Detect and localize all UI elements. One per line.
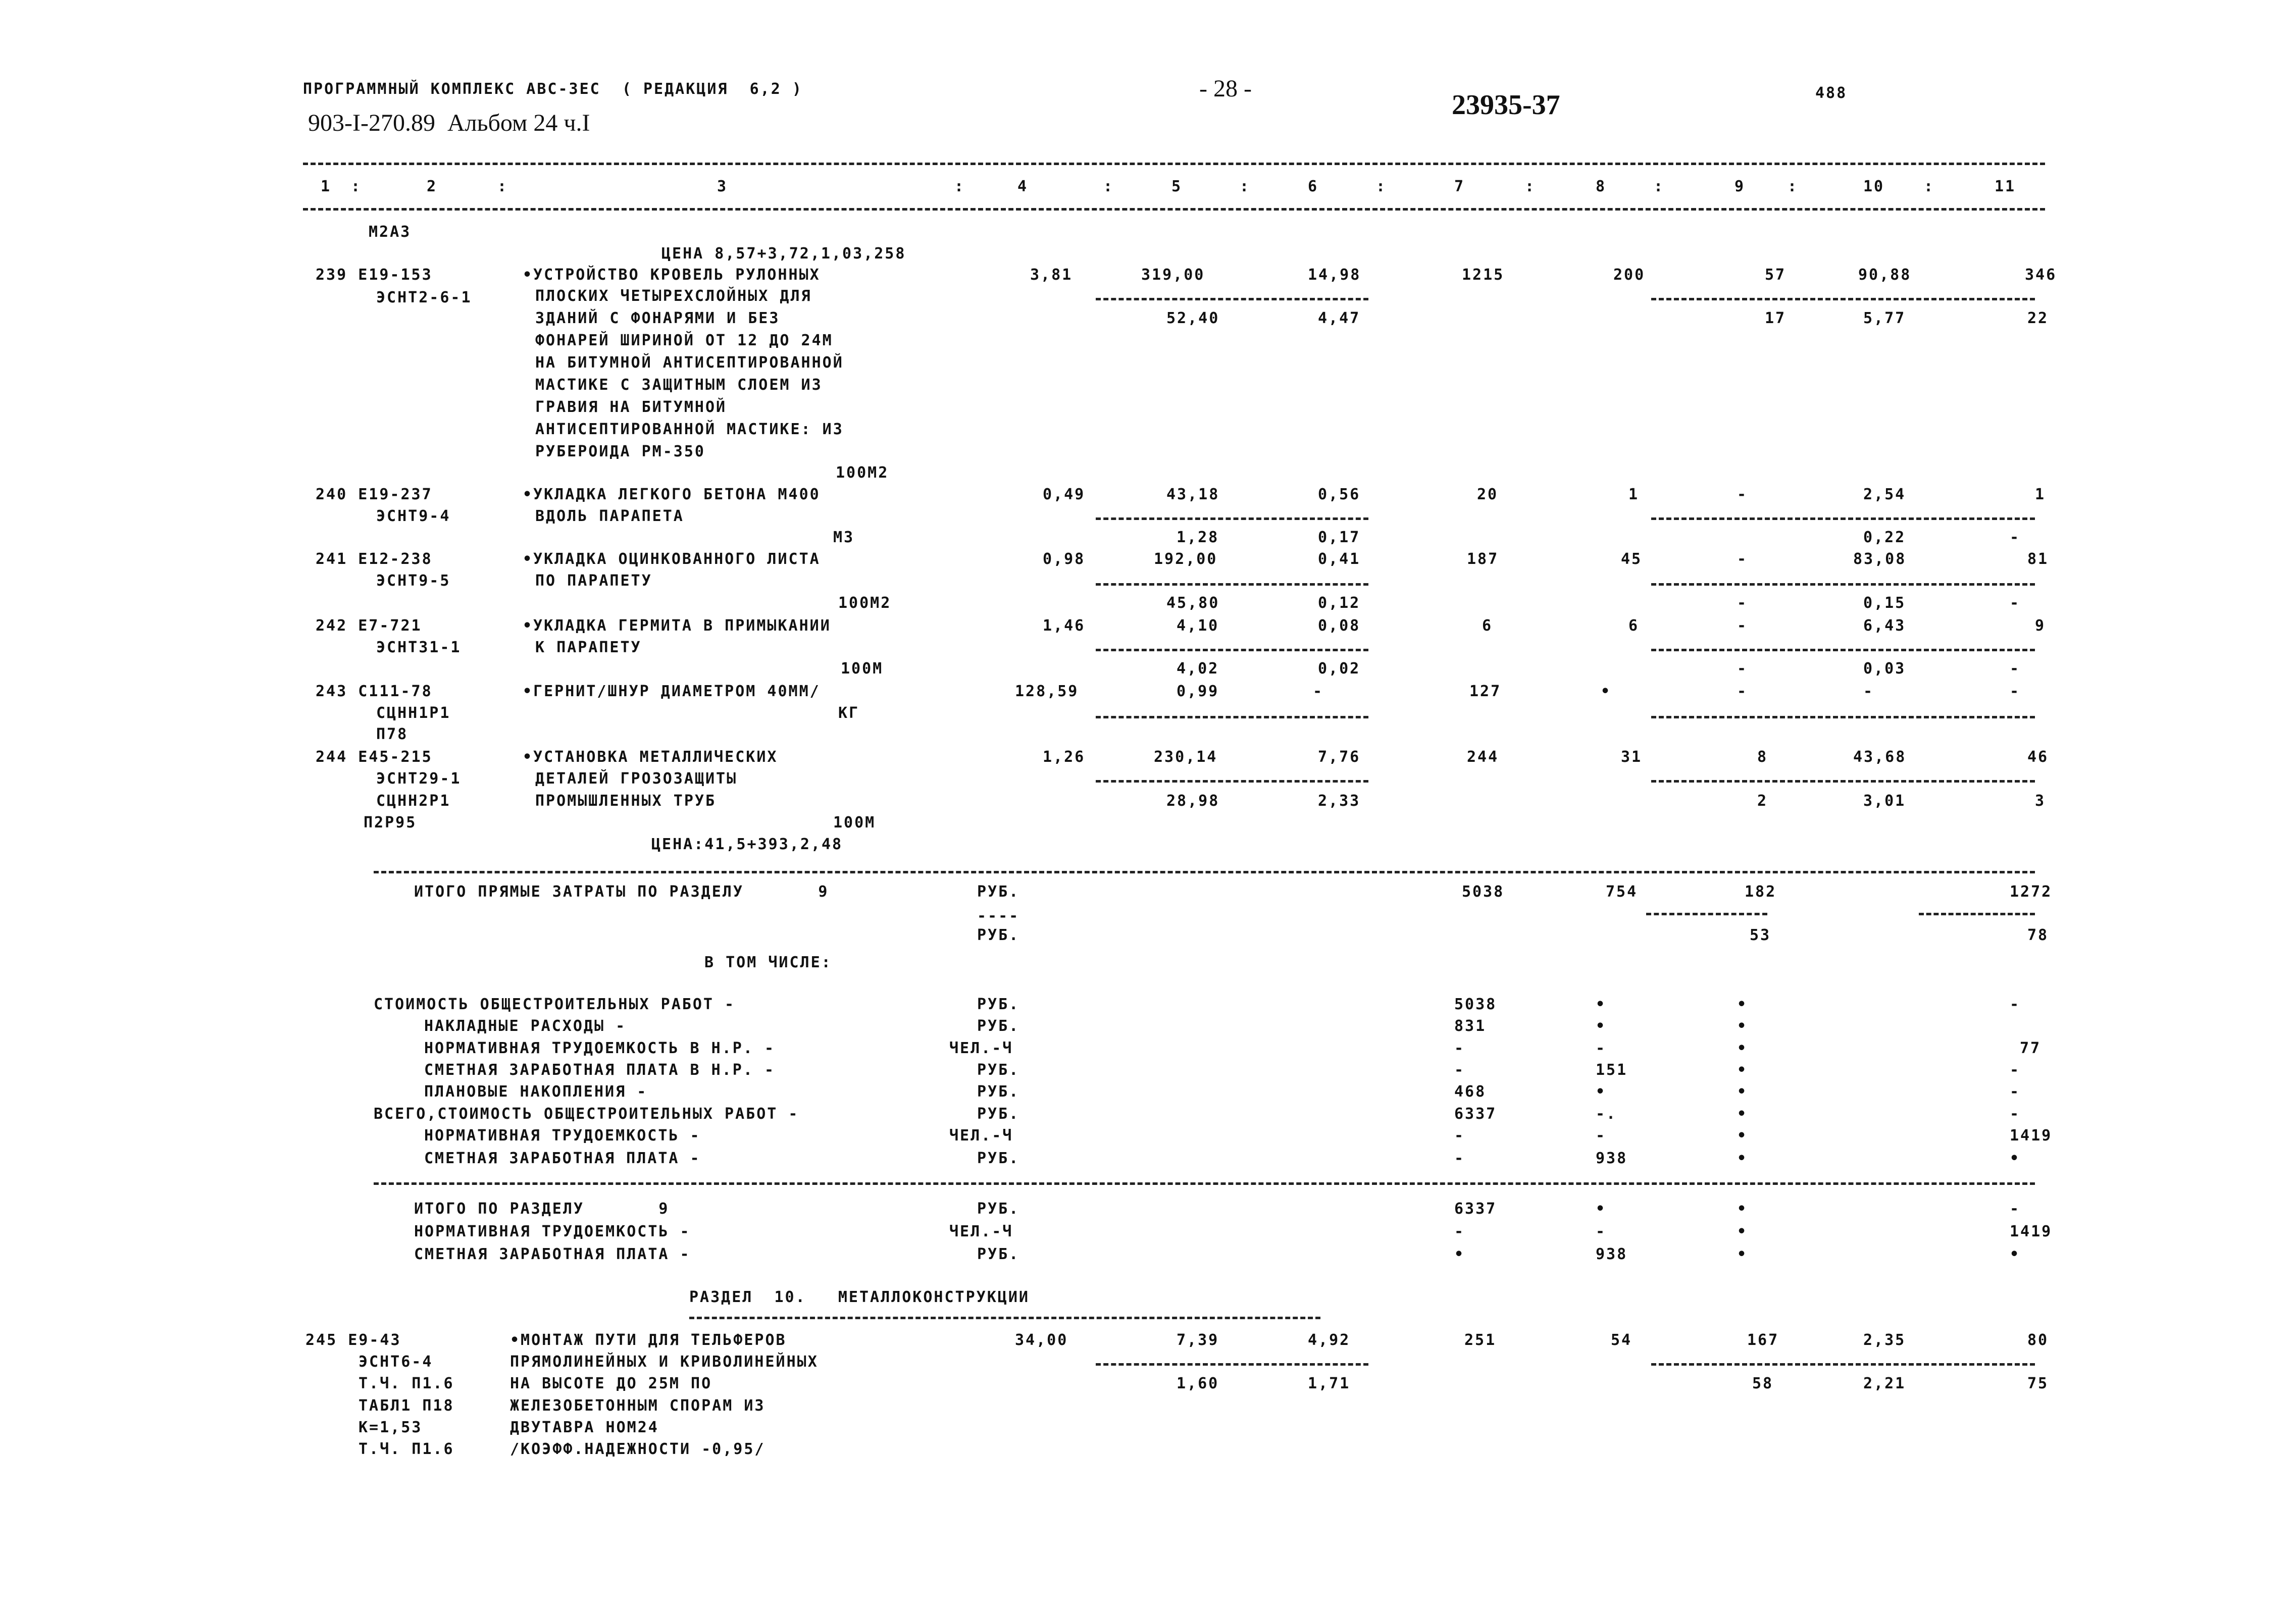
album-reference: 903-I-270.89 Альбом 24 ч.I	[308, 110, 590, 136]
table-cell: 100М2	[838, 594, 892, 612]
table-cell: -	[2010, 1061, 2021, 1079]
col-1: 1	[321, 178, 332, 195]
table-cell: •	[1737, 1200, 1748, 1218]
table-cell: СТОИМОСТЬ ОБЩЕСТРОИТЕЛЬНЫХ РАБОТ -	[374, 996, 736, 1013]
col-8: 8	[1596, 178, 1607, 195]
table-cell: 182	[1745, 883, 1777, 901]
table-cell: НА ВЫСОТЕ ДО 25М ПО	[510, 1375, 712, 1392]
table-cell: ДЕТАЛЕЙ ГРОЗОЗАЩИТЫ	[535, 770, 738, 788]
table-cell: •МОНТАЖ ПУТИ ДЛЯ ТЕЛЬФЕРОВ	[510, 1331, 787, 1349]
table-cell: ПРОМЫШЛЕННЫХ ТРУБ	[535, 792, 717, 810]
table-cell: •	[1737, 1017, 1748, 1035]
table-cell: 3,81	[1030, 266, 1073, 284]
table-cell: К=1,53	[359, 1419, 423, 1436]
table-top-rule	[303, 163, 2045, 165]
table-cell: •УКЛАДКА ГЕРМИТА В ПРИМЫКАНИИ	[523, 617, 831, 635]
table-cell: •	[1737, 1150, 1748, 1167]
table-cell: -	[2010, 1105, 2021, 1123]
table-cell: 240 Е19-237	[316, 486, 433, 503]
table-cell: РУБ.	[977, 1105, 1020, 1123]
table-cell: 187	[1467, 550, 1499, 568]
table-cell: -	[1596, 1223, 1607, 1240]
col-5: 5	[1171, 178, 1183, 195]
table-cell: -	[2010, 660, 2021, 678]
table-cell: 78	[2027, 926, 2049, 944]
table-cell: 1215	[1462, 266, 1505, 284]
table-cell: •	[1454, 1245, 1465, 1263]
table-cell: 0,03	[1863, 660, 1906, 678]
table-cell: 1272	[2010, 883, 2053, 901]
document-number: 23935-37	[1452, 89, 1560, 121]
table-cell: РУБ.	[977, 996, 1020, 1013]
table-cell: •	[1737, 1127, 1748, 1145]
table-cell: 3,01	[1863, 792, 1906, 810]
table-header-rule	[303, 208, 2045, 211]
table-cell: 243 С111-78	[316, 683, 433, 700]
table-cell: НОРМАТИВНАЯ ТРУДОЕМКОСТЬ -	[414, 1223, 691, 1240]
table-cell: 100М	[833, 814, 876, 832]
table-cell: ЭСНТ29-1	[376, 770, 462, 788]
table-cell: •УКЛАДКА ЛЕГКОГО БЕТОНА М400	[523, 486, 821, 503]
table-cell: К ПАРАПЕТУ	[535, 639, 642, 656]
table-cell: -	[1596, 1127, 1607, 1145]
table-cell: ПО ПАРАПЕТУ	[535, 572, 652, 590]
table-cell: •УСТРОЙСТВО КРОВЕЛЬ РУЛОННЫХ	[523, 266, 821, 284]
table-cell: 319,00	[1141, 266, 1205, 284]
page-number: - 28 -	[1199, 75, 1252, 102]
table-cell: 244 Е45-215	[316, 748, 433, 766]
table-cell: 230,14	[1154, 748, 1218, 766]
table-cell: 45,80	[1166, 594, 1220, 612]
table-cell: -	[1454, 1223, 1465, 1240]
table-cell: М3	[833, 529, 855, 546]
table-cell: •	[1601, 683, 1612, 700]
table-cell: НА БИТУМНОЙ АНТИСЕПТИРОВАННОЙ	[535, 354, 844, 372]
table-cell: РУБ.	[977, 1150, 1020, 1167]
table-cell: ВДОЛЬ ПАРАПЕТА	[535, 507, 684, 525]
table-cell: РУБ.	[977, 1061, 1020, 1079]
table-cell: -	[1454, 1061, 1465, 1079]
table-cell: 17	[1765, 309, 1787, 327]
table-cell: АНТИСЕПТИРОВАННОЙ МАСТИКЕ: ИЗ	[535, 421, 844, 438]
table-cell: -	[2010, 529, 2021, 546]
table-cell: •	[2010, 1245, 2021, 1263]
table-cell: 754	[1606, 883, 1638, 901]
table-cell: 83,08	[1853, 550, 1907, 568]
table-cell: 6,43	[1863, 617, 1906, 635]
table-cell: 0,17	[1318, 529, 1361, 546]
table-cell: СМЕТНАЯ ЗАРАБОТНАЯ ПЛАТА -	[414, 1245, 691, 1263]
table-cell: 2,33	[1318, 792, 1361, 810]
table-cell: -	[1737, 617, 1748, 635]
table-cell: 2,35	[1863, 1331, 1906, 1349]
table-cell: ЗДАНИЙ С ФОНАРЯМИ И БЕЗ	[535, 309, 780, 327]
table-cell: 100М2	[836, 464, 889, 482]
table-cell: -	[1863, 683, 1874, 700]
table-cell: ЖЕЛЕЗОБЕТОННЫМ СПОРАМ ИЗ	[510, 1397, 766, 1415]
table-cell: •	[1737, 1061, 1748, 1079]
table-cell: •	[1596, 1200, 1607, 1218]
table-cell: ЧЕЛ.-Ч	[949, 1040, 1013, 1057]
table-cell: 31	[1621, 748, 1643, 766]
table-cell: 0,49	[1043, 486, 1086, 503]
table-cell: 251	[1464, 1331, 1497, 1349]
table-cell: ЭСНТ6-4	[359, 1353, 433, 1371]
table-cell: 938	[1596, 1150, 1628, 1167]
table-cell: •	[1737, 1083, 1748, 1101]
table-cell: 1419	[2010, 1223, 2053, 1240]
table-cell: -	[2010, 1200, 2021, 1218]
table-cell: •	[1596, 996, 1607, 1013]
table-cell: •	[1737, 996, 1748, 1013]
table-cell: ЦЕНА:41,5+393,2,48	[651, 836, 843, 853]
table-cell: 1	[1628, 486, 1640, 503]
table-cell: 3	[2035, 792, 2046, 810]
table-cell: -	[2010, 683, 2021, 700]
table-cell: 0,12	[1318, 594, 1361, 612]
table-cell: М2А3	[369, 223, 412, 241]
table-cell: НАКЛАДНЫЕ РАСХОДЫ -	[424, 1017, 627, 1035]
table-cell: 1,60	[1177, 1375, 1219, 1392]
table-cell: ГРАВИЯ НА БИТУМНОЙ	[535, 398, 727, 416]
table-cell: РУБ.	[977, 1083, 1020, 1101]
table-cell: -	[2010, 996, 2021, 1013]
table-cell: 0,56	[1318, 486, 1361, 503]
table-cell: РУБ.	[977, 1200, 1020, 1218]
table-cell: 128,59	[1015, 683, 1079, 700]
table-cell: ЧЕЛ.-Ч	[949, 1127, 1013, 1145]
table-cell: •ГЕРНИТ/ШНУР ДИАМЕТРОМ 40ММ/	[523, 683, 821, 700]
table-cell: В ТОМ ЧИСЛЕ:	[704, 954, 832, 971]
table-cell: РАЗДЕЛ 10. МЕТАЛЛОКОНСТРУКЦИИ	[689, 1288, 1030, 1306]
table-cell: ЦЕНА 8,57+3,72,1,03,258	[661, 245, 906, 263]
table-cell: /КОЭФФ.НАДЕЖНОСТИ -0,95/	[510, 1440, 766, 1458]
table-cell: 100М	[841, 660, 884, 678]
table-cell: 468	[1454, 1083, 1487, 1101]
table-cell: 192,00	[1154, 550, 1218, 568]
table-cell: •	[1596, 1083, 1607, 1101]
table-cell: 1,46	[1043, 617, 1086, 635]
table-cell: •	[1737, 1040, 1748, 1057]
table-cell: -.	[1596, 1105, 1617, 1123]
table-cell: -	[1454, 1150, 1465, 1167]
table-cell: -	[1737, 660, 1748, 678]
header-program: ПРОГРАММНЫЙ КОМПЛЕКС АВС-ЗЕС ( РЕДАКЦИЯ 6,2 )	[303, 80, 803, 98]
table-cell: П78	[376, 725, 409, 743]
table-cell: 1	[2035, 486, 2046, 503]
table-cell: Т.Ч. П1.6	[359, 1440, 454, 1458]
table-cell: 45	[1621, 550, 1643, 568]
table-cell: -	[1596, 1040, 1607, 1057]
table-cell: ДВУТАВРА НОМ24	[510, 1419, 659, 1436]
col-10: 10	[1863, 178, 1885, 195]
table-cell: 242 Е7-721	[316, 617, 422, 635]
table-cell: 54	[1611, 1331, 1632, 1349]
table-cell: •	[1737, 1105, 1748, 1123]
table-cell: ПРЯМОЛИНЕЙНЫХ И КРИВОЛИНЕЙНЫХ	[510, 1353, 819, 1371]
table-cell: ЭСНТ9-4	[376, 507, 451, 525]
table-cell: 90,88	[1858, 266, 1912, 284]
table-cell: 0,08	[1318, 617, 1361, 635]
col-6: 6	[1308, 178, 1319, 195]
table-cell: ЧЕЛ.-Ч	[949, 1223, 1013, 1240]
table-cell: 28,98	[1166, 792, 1220, 810]
table-cell: 81	[2027, 550, 2049, 568]
table-cell: 0,02	[1318, 660, 1361, 678]
table-cell: 6	[1628, 617, 1640, 635]
table-cell: •	[1737, 1245, 1748, 1263]
col-9: 9	[1734, 178, 1746, 195]
table-cell: РУБ.	[977, 883, 1020, 901]
table-cell: 1,26	[1043, 748, 1086, 766]
table-cell: 75	[2027, 1375, 2049, 1392]
table-cell: 241 Е12-238	[316, 550, 433, 568]
table-cell: 7,76	[1318, 748, 1361, 766]
table-cell: 6337	[1454, 1105, 1497, 1123]
table-cell: •	[2010, 1150, 2021, 1167]
col-2: 2	[427, 178, 438, 195]
table-cell: СЦНН1Р1	[376, 704, 451, 722]
table-cell: 244	[1467, 748, 1499, 766]
table-cell: 1419	[2010, 1127, 2053, 1145]
table-cell: •	[1596, 1017, 1607, 1035]
table-cell: ТАБЛ1 П18	[359, 1397, 454, 1415]
table-cell: 22	[2027, 309, 2049, 327]
table-cell: -	[1737, 550, 1748, 568]
table-cell: 4,92	[1308, 1331, 1351, 1349]
table-cell: 0,41	[1318, 550, 1361, 568]
table-cell: 0,98	[1043, 550, 1086, 568]
table-cell: 2,21	[1863, 1375, 1906, 1392]
table-cell: ЭСНТ9-5	[376, 572, 451, 590]
table-cell: 167	[1747, 1331, 1779, 1349]
table-cell: 239 Е19-153	[316, 266, 433, 284]
table-cell: РУБ.	[977, 1245, 1020, 1263]
table-cell: 0,15	[1863, 594, 1906, 612]
table-cell: РУБ.	[977, 1017, 1020, 1035]
table-cell: •	[1737, 1223, 1748, 1240]
table-cell: КГ	[838, 704, 860, 722]
table-cell: 200	[1613, 266, 1646, 284]
table-cell: Т.Ч. П1.6	[359, 1375, 454, 1392]
table-cell: ЭСНТ2-6-1	[376, 289, 472, 306]
table-cell: ИТОГО ПРЯМЫЕ ЗАТРАТЫ ПО РАЗДЕЛУ 9	[414, 883, 829, 901]
table-cell: СЦНН2Р1	[376, 792, 451, 810]
table-cell: 43,18	[1166, 486, 1220, 503]
table-cell: 57	[1765, 266, 1787, 284]
table-cell: 2	[1757, 792, 1768, 810]
table-cell: НОРМАТИВНАЯ ТРУДОЕМКОСТЬ -	[424, 1127, 701, 1145]
table-cell: ЭСНТ31-1	[376, 639, 462, 656]
table-cell: 52,40	[1166, 309, 1220, 327]
table-cell: -	[2010, 594, 2021, 612]
table-cell: 245 Е9-43	[305, 1331, 401, 1349]
table-cell: 2,54	[1863, 486, 1906, 503]
table-cell: ----	[977, 907, 1020, 925]
table-cell: 43,68	[1853, 748, 1907, 766]
table-cell: 5038	[1462, 883, 1505, 901]
table-cell: 5,77	[1863, 309, 1906, 327]
table-cell: 938	[1596, 1245, 1628, 1263]
col-11: 11	[1995, 178, 2016, 195]
table-cell: 6	[1482, 617, 1493, 635]
table-cell: ВСЕГО,СТОИМОСТЬ ОБЩЕСТРОИТЕЛЬНЫХ РАБОТ -	[374, 1105, 799, 1123]
table-cell: •УСТАНОВКА МЕТАЛЛИЧЕСКИХ	[523, 748, 778, 766]
table-cell: 4,02	[1177, 660, 1219, 678]
table-cell: ПЛАНОВЫЕ НАКОПЛЕНИЯ -	[424, 1083, 648, 1101]
table-cell: 77	[2020, 1040, 2042, 1057]
col-7: 7	[1454, 178, 1465, 195]
table-cell: 4,10	[1177, 617, 1219, 635]
table-cell: -	[1313, 683, 1324, 700]
table-cell: 1,28	[1177, 529, 1219, 546]
table-cell: 5038	[1454, 996, 1497, 1013]
table-cell: 53	[1750, 926, 1771, 944]
table-cell: -	[2010, 1083, 2021, 1101]
table-cell: 9	[2035, 617, 2046, 635]
table-cell: МАСТИКЕ С ЗАЩИТНЫМ СЛОЕМ ИЗ	[535, 376, 823, 394]
table-cell: 46	[2027, 748, 2049, 766]
table-cell: ПЛОСКИХ ЧЕТЫРЕХСЛОЙНЫХ ДЛЯ	[535, 287, 812, 305]
table-cell: -	[1737, 683, 1748, 700]
table-cell: РУБЕРОИДА РМ-350	[535, 443, 705, 460]
table-cell: 8	[1757, 748, 1768, 766]
table-cell: 1,71	[1308, 1375, 1351, 1392]
table-cell: 4,47	[1318, 309, 1361, 327]
table-cell: 20	[1477, 486, 1499, 503]
sheet-number: 488	[1815, 84, 1848, 102]
table-cell: 0,22	[1863, 529, 1906, 546]
table-cell: -	[1737, 594, 1748, 612]
table-cell: 127	[1469, 683, 1502, 700]
table-cell: ФОНАРЕЙ ШИРИНОЙ ОТ 12 ДО 24М	[535, 332, 833, 349]
table-cell: 831	[1454, 1017, 1487, 1035]
table-cell: НОРМАТИВНАЯ ТРУДОЕМКОСТЬ В Н.Р. -	[424, 1040, 776, 1057]
table-cell: -	[1454, 1127, 1465, 1145]
table-cell: 151	[1596, 1061, 1628, 1079]
table-cell: -	[1737, 486, 1748, 503]
table-cell: 14,98	[1308, 266, 1361, 284]
table-cell: ИТОГО ПО РАЗДЕЛУ 9	[414, 1200, 670, 1218]
table-cell: -	[1454, 1040, 1465, 1057]
table-cell: СМЕТНАЯ ЗАРАБОТНАЯ ПЛАТА -	[424, 1150, 701, 1167]
table-cell: П2Р95	[364, 814, 417, 832]
table-cell: •УКЛАДКА ОЦИНКОВАННОГО ЛИСТА	[523, 550, 821, 568]
table-cell: 6337	[1454, 1200, 1497, 1218]
table-cell: 34,00	[1015, 1331, 1068, 1349]
table-cell: 58	[1752, 1375, 1774, 1392]
col-3: 3	[717, 178, 728, 195]
table-cell: 0,99	[1177, 683, 1219, 700]
table-cell: 346	[2025, 266, 2057, 284]
table-cell: 80	[2027, 1331, 2049, 1349]
table-cell: РУБ.	[977, 926, 1020, 944]
table-cell: СМЕТНАЯ ЗАРАБОТНАЯ ПЛАТА В Н.Р. -	[424, 1061, 776, 1079]
table-cell: 7,39	[1177, 1331, 1219, 1349]
col-4: 4	[1017, 178, 1029, 195]
